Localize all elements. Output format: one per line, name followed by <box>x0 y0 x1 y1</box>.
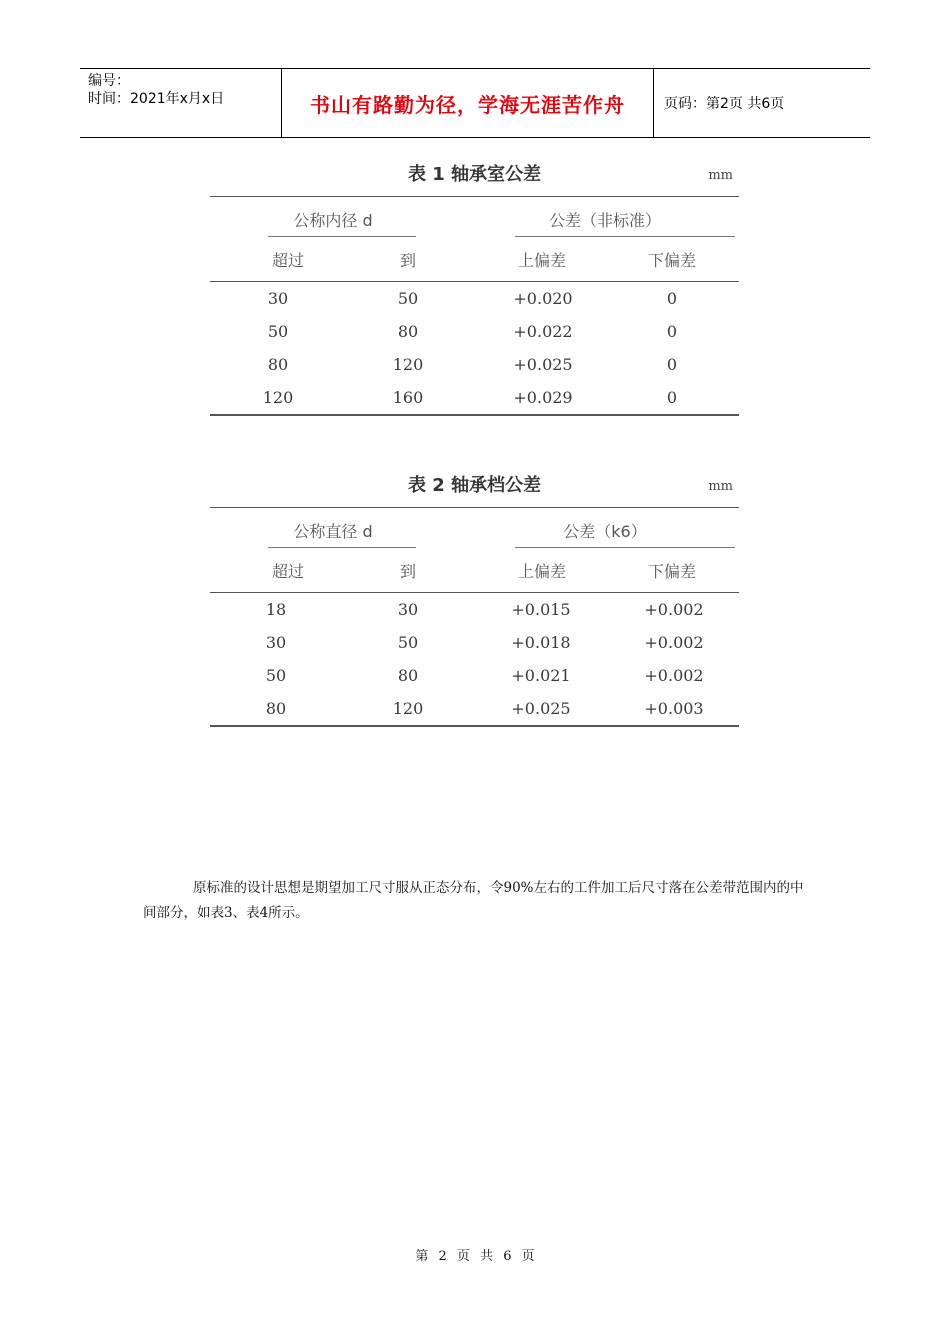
table-cell: 120 <box>392 699 424 718</box>
document-number: 编号： <box>88 73 130 89</box>
table-cell: 30 <box>397 600 419 619</box>
col-header-over: 超过 <box>271 251 304 270</box>
table-bottom-rule <box>210 414 739 416</box>
col-header-upper: 上偏差 <box>517 562 566 581</box>
col-header-lower: 下偏差 <box>647 562 696 581</box>
group-rule-left <box>268 236 416 237</box>
table-cell: 0 <box>666 322 678 341</box>
table-cell: 80 <box>267 355 289 374</box>
document-date: 时间：2021年x月x日 <box>88 91 225 107</box>
table-unit: mm <box>708 168 733 183</box>
table-top-rule <box>210 196 739 197</box>
group-header-right: 公差（k6） <box>563 522 647 541</box>
col-header-lower: 下偏差 <box>647 251 696 270</box>
table-bearing-shaft-tolerance <box>210 471 739 731</box>
table-cell: 120 <box>392 355 424 374</box>
table-cell: +0.015 <box>511 600 571 619</box>
table-cell: 30 <box>267 289 289 308</box>
table-cell: 18 <box>265 600 287 619</box>
table-cell: 80 <box>397 322 419 341</box>
group-header-left: 公称内径 d <box>293 211 373 230</box>
table-cell: +0.020 <box>513 289 573 308</box>
table-cell: 30 <box>265 633 287 652</box>
table-cell: 50 <box>397 289 419 308</box>
page-footer: 第 2 页 共 6 页 <box>415 1249 535 1264</box>
table-cell: +0.002 <box>644 633 704 652</box>
table-cell: 0 <box>666 289 678 308</box>
table-cell: +0.002 <box>644 600 704 619</box>
table-cell: +0.003 <box>644 699 704 718</box>
table-cell: +0.025 <box>511 699 571 718</box>
header-motto-cell <box>282 69 654 137</box>
group-header-left: 公称直径 d <box>293 522 373 541</box>
header-bottom-rule <box>210 281 739 282</box>
table-cell: 160 <box>392 388 424 407</box>
table-title: 表 2 轴承档公差 <box>407 475 542 496</box>
motto-text: 书山有路勤为径，学海无涯苦作舟 <box>310 92 625 117</box>
page-indicator: 页码：第2页 共6页 <box>664 96 785 112</box>
table-cell: 50 <box>265 666 287 685</box>
group-rule-right <box>515 236 735 237</box>
page-header <box>80 68 870 138</box>
table-title: 表 1 轴承室公差 <box>407 164 542 185</box>
table-cell: 50 <box>397 633 419 652</box>
body-paragraph: 原标准的设计思想是期望加工尺寸服从正态分布，令90%左右的工件加工后尺寸落在公差带范围内的中间部分，如表3、表4所示。 <box>143 880 804 921</box>
table-cell: 0 <box>666 355 678 374</box>
table-cell: 50 <box>267 322 289 341</box>
table-cell: +0.025 <box>513 355 573 374</box>
table-cell: +0.029 <box>513 388 573 407</box>
col-header-to: 到 <box>399 251 416 270</box>
table-top-rule <box>210 507 739 508</box>
table-cell: +0.022 <box>513 322 573 341</box>
table-unit: mm <box>708 479 733 494</box>
table-cell: +0.002 <box>644 666 704 685</box>
table-bottom-rule <box>210 725 739 727</box>
table-cell: +0.021 <box>511 666 571 685</box>
col-header-to: 到 <box>399 562 416 581</box>
table-cell: 0 <box>666 388 678 407</box>
group-header-right: 公差（非标准） <box>548 211 661 230</box>
table-cell: 80 <box>397 666 419 685</box>
table-cell: 80 <box>265 699 287 718</box>
col-header-over: 超过 <box>271 562 304 581</box>
header-bottom-rule <box>210 592 739 593</box>
group-rule-right <box>515 547 735 548</box>
group-rule-left <box>268 547 416 548</box>
table-cell: 120 <box>262 388 294 407</box>
col-header-upper: 上偏差 <box>517 251 566 270</box>
table-bearing-housing-tolerance <box>210 160 739 420</box>
header-page-cell <box>654 69 870 137</box>
table-cell: +0.018 <box>511 633 571 652</box>
header-meta-cell <box>80 69 282 137</box>
